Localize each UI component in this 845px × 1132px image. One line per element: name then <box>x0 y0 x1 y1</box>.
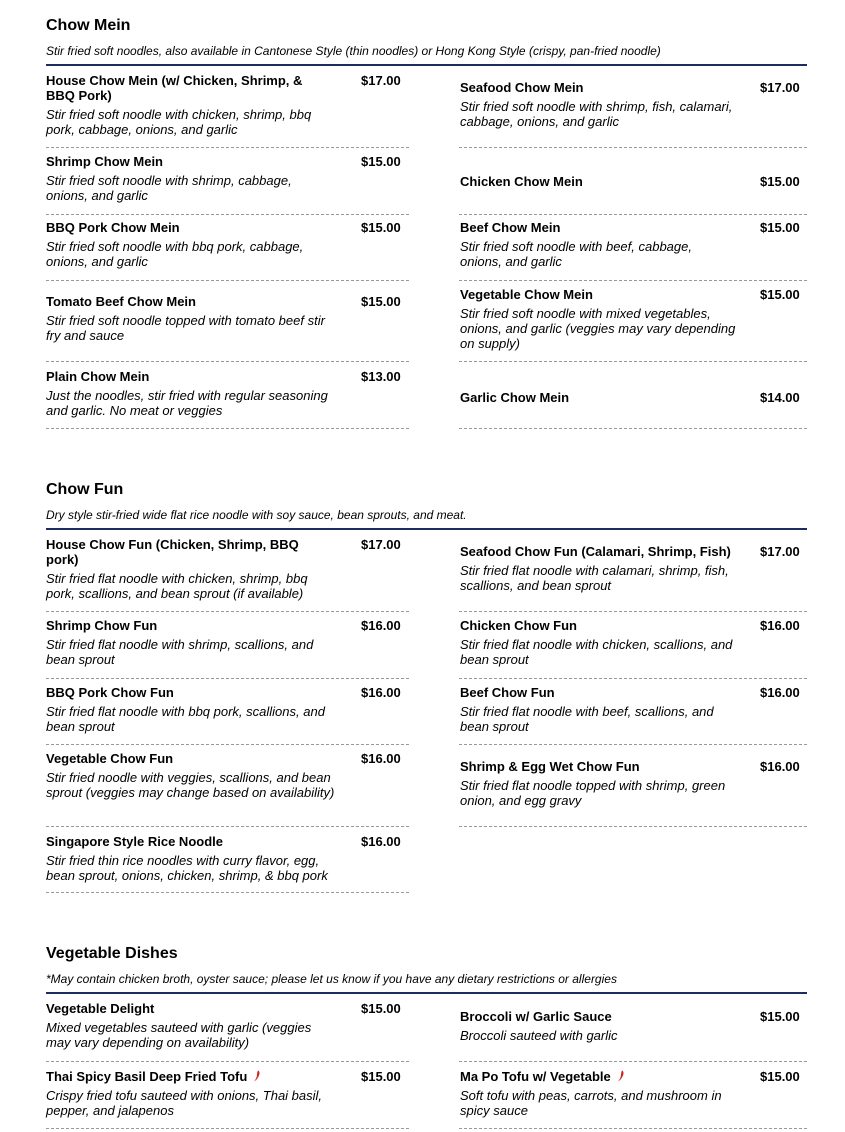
menu-item <box>46 66 409 148</box>
item-description: Stir fried soft noodle with shrimp, cabbage, onions, and garlic <box>46 173 292 203</box>
menu-item <box>46 362 409 429</box>
item-name: Chicken Chow Mein <box>460 174 583 189</box>
menu-section-chow-fun <box>46 481 807 893</box>
menu-item <box>459 362 807 429</box>
item-description: Broccoli sauteed with garlic <box>460 1028 618 1043</box>
item-description: Stir fried flat noodle with beef, scallions, and bean sprout <box>460 704 714 734</box>
section-subtitle: Dry style stir-fried wide flat rice noodle with soy sauce, bean sprouts, and meat. <box>46 508 467 522</box>
item-price: $16.00 <box>760 618 800 633</box>
menu-item <box>46 1062 409 1129</box>
menu-item <box>46 994 409 1062</box>
item-name <box>460 1069 625 1085</box>
menu-item <box>459 994 807 1062</box>
menu-item <box>46 827 409 893</box>
menu-item <box>46 148 409 215</box>
item-description: Stir fried soft noodle with shrimp, fish, calamari, cabbage, onions, and garlic <box>460 99 733 129</box>
item-name: Seafood Chow Fun (Calamari, Shrimp, Fish) <box>460 544 731 559</box>
item-name: Plain Chow Mein <box>46 369 150 384</box>
item-name: BBQ Pork Chow Mein <box>46 220 180 235</box>
item-price: $17.00 <box>361 537 401 552</box>
item-price: $15.00 <box>361 294 401 309</box>
item-name: Vegetable Delight <box>46 1001 155 1016</box>
item-name: House Chow Fun (Chicken, Shrimp, BBQ pork) <box>46 537 299 567</box>
item-description: Stir fried soft noodle with chicken, shrimp, bbq pork, cabbage, onions, and garlic <box>46 107 312 137</box>
menu-item <box>459 215 807 281</box>
item-price: $15.00 <box>760 220 800 235</box>
item-price: $16.00 <box>760 759 800 774</box>
item-price: $14.00 <box>760 390 800 405</box>
item-price: $15.00 <box>760 1069 800 1084</box>
item-name-text: Ma Po Tofu w/ Vegetable <box>460 1069 611 1084</box>
item-name: Garlic Chow Mein <box>460 390 570 405</box>
item-price: $15.00 <box>760 287 800 302</box>
item-description: Stir fried noodle with veggies, scallions, and bean sprout (veggies may change based on availability) <box>46 770 335 800</box>
item-price: $15.00 <box>361 1069 401 1084</box>
item-description: Stir fried soft noodle with beef, cabbage, onions, and garlic <box>460 239 692 269</box>
item-name-text: Thai Spicy Basil Deep Fried Tofu <box>46 1069 248 1084</box>
item-price: $16.00 <box>361 751 401 766</box>
item-description: Stir fried flat noodle with bbq pork, scallions, and bean sprout <box>46 704 325 734</box>
item-description: Just the noodles, stir fried with regular seasoning and garlic. No meat or veggies <box>46 388 328 418</box>
menu-item <box>46 281 409 362</box>
item-name: Beef Chow Fun <box>460 685 555 700</box>
item-price: $15.00 <box>760 174 800 189</box>
menu-item <box>459 281 807 362</box>
item-price: $17.00 <box>760 544 800 559</box>
item-description: Mixed vegetables sauteed with garlic (veggies may vary depending on availability) <box>46 1020 312 1050</box>
item-name: BBQ Pork Chow Fun <box>46 685 174 700</box>
item-name: Vegetable Chow Mein <box>460 287 593 302</box>
item-price: $16.00 <box>361 685 401 700</box>
menu-item <box>46 745 409 827</box>
item-price: $15.00 <box>760 1009 800 1024</box>
item-name: Singapore Style Rice Noodle <box>46 834 223 849</box>
section-subtitle: *May contain chicken broth, oyster sauce; please let us know if you have any dietary restrictions or allergies <box>46 972 617 986</box>
menu-item <box>46 679 409 745</box>
item-price: $16.00 <box>760 685 800 700</box>
menu-item <box>459 679 807 745</box>
section-title: Chow Fun <box>46 481 124 498</box>
chili-pepper-icon <box>617 1070 625 1085</box>
menu-item <box>459 1062 807 1129</box>
item-price: $16.00 <box>361 618 401 633</box>
menu-section-chow-mein <box>46 17 807 429</box>
item-price: $17.00 <box>361 73 401 88</box>
item-name: Shrimp Chow Mein <box>46 154 163 169</box>
item-name: Beef Chow Mein <box>460 220 561 235</box>
item-description: Stir fried flat noodle topped with shrimp, green onion, and egg gravy <box>460 778 726 808</box>
menu-item <box>46 215 409 281</box>
chili-pepper-icon <box>253 1070 261 1085</box>
section-subtitle: Stir fried soft noodles, also available in Cantonese Style (thin noodles) or Hong Kong Style (crispy, pan-fried noodle) <box>46 44 661 58</box>
menu-item <box>459 612 807 679</box>
item-description: Crispy fried tofu sauteed with onions, Thai basil, pepper, and jalapenos <box>46 1088 323 1118</box>
item-name: House Chow Mein (w/ Chicken, Shrimp, & BBQ Pork) <box>46 73 303 103</box>
item-name: Vegetable Chow Fun <box>46 751 174 766</box>
item-price: $17.00 <box>760 80 800 95</box>
section-title: Vegetable Dishes <box>46 945 178 962</box>
item-name: Tomato Beef Chow Mein <box>46 294 196 309</box>
item-price: $15.00 <box>361 154 401 169</box>
menu-item <box>459 745 807 827</box>
item-price: $13.00 <box>361 369 401 384</box>
item-description: Stir fried flat noodle with shrimp, scallions, and bean sprout <box>46 637 314 667</box>
menu-item <box>459 66 807 148</box>
item-description: Stir fried soft noodle topped with tomato beef stir fry and sauce <box>46 313 325 343</box>
item-name <box>46 1069 261 1085</box>
item-description: Stir fried soft noodle with mixed vegetables, onions, and garlic (veggies may vary depending on supply) <box>460 306 736 351</box>
item-name: Seafood Chow Mein <box>460 80 584 95</box>
item-name: Broccoli w/ Garlic Sauce <box>460 1009 612 1024</box>
item-description: Stir fried flat noodle with calamari, shrimp, fish, scallions, and bean sprout <box>460 563 729 593</box>
item-name: Chicken Chow Fun <box>460 618 577 633</box>
menu-item <box>459 530 807 612</box>
menu-item <box>459 148 807 215</box>
item-description: Stir fried soft noodle with bbq pork, cabbage, onions, and garlic <box>46 239 304 269</box>
item-description: Stir fried flat noodle with chicken, shrimp, bbq pork, scallions, and bean sprout (if available) <box>46 571 308 601</box>
item-name: Shrimp & Egg Wet Chow Fun <box>460 759 640 774</box>
item-description: Soft tofu with peas, carrots, and mushroom in spicy sauce <box>460 1088 722 1118</box>
menu-section-vegetable-dishes <box>46 945 807 1132</box>
item-price: $15.00 <box>361 1001 401 1016</box>
item-description: Stir fried thin rice noodles with curry flavor, egg, bean sprout, onions, chicken, shrimp, & bbq pork <box>46 853 328 883</box>
item-description: Stir fried flat noodle with chicken, scallions, and bean sprout <box>460 637 733 667</box>
item-name: Shrimp Chow Fun <box>46 618 158 633</box>
menu-item <box>46 530 409 612</box>
item-price: $16.00 <box>361 834 401 849</box>
item-price: $15.00 <box>361 220 401 235</box>
section-title: Chow Mein <box>46 17 131 34</box>
menu-item <box>46 612 409 679</box>
